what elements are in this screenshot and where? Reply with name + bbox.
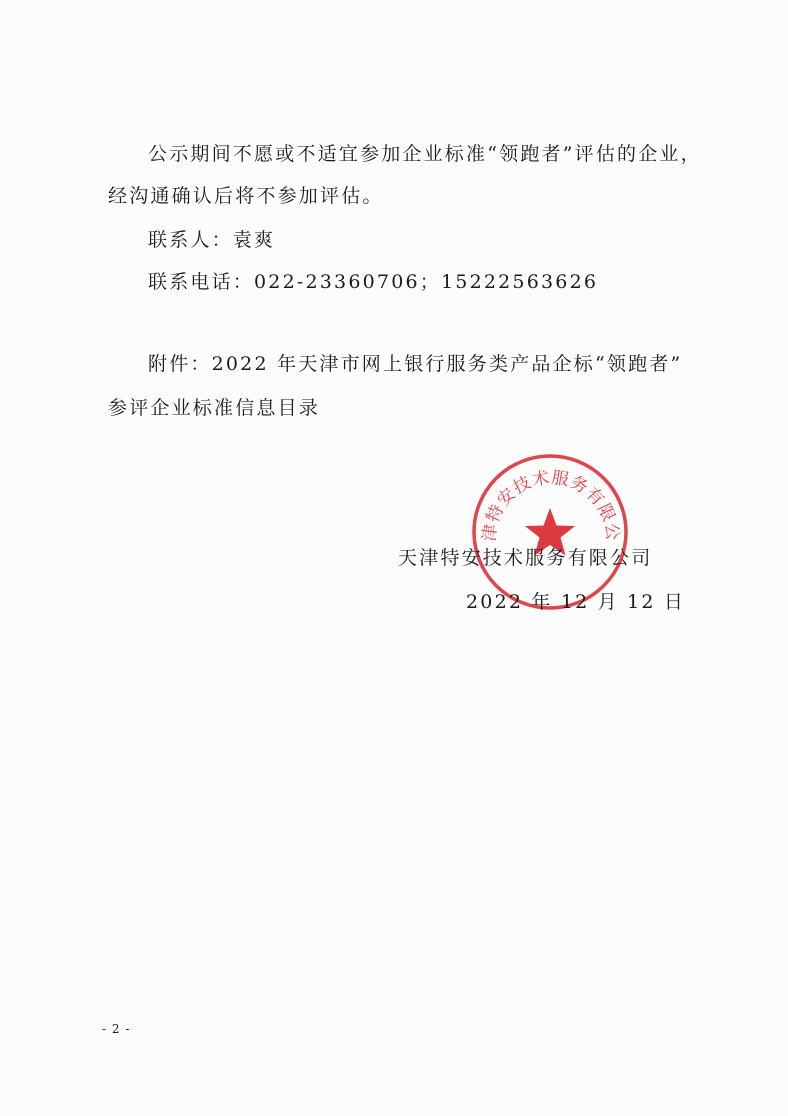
company-signature: 天津特安技术服务有限公司	[398, 547, 653, 569]
official-seal	[470, 452, 630, 612]
seal-graphic	[470, 452, 630, 612]
page-number: - 2 -	[102, 1022, 131, 1036]
signature-date: 2022 年 12 月 12 日	[466, 591, 686, 613]
attachment-line: 附件：2022 年天津市网上银行服务类产品企标“领跑者”	[148, 353, 683, 375]
paragraph-line: 经沟通确认后将不参加评估。	[108, 185, 384, 207]
contact-phone: 联系电话：022-23360706；15222563626	[148, 271, 599, 293]
contact-person: 联系人：袁爽	[148, 229, 276, 251]
seal-text-path: 津特安技术服务有限公	[479, 467, 623, 543]
attachment-line: 参评企业标准信息目录	[108, 397, 321, 419]
paragraph-line: 公示期间不愿或不适宜参加企业标准“领跑者”评估的企业，	[148, 143, 702, 165]
